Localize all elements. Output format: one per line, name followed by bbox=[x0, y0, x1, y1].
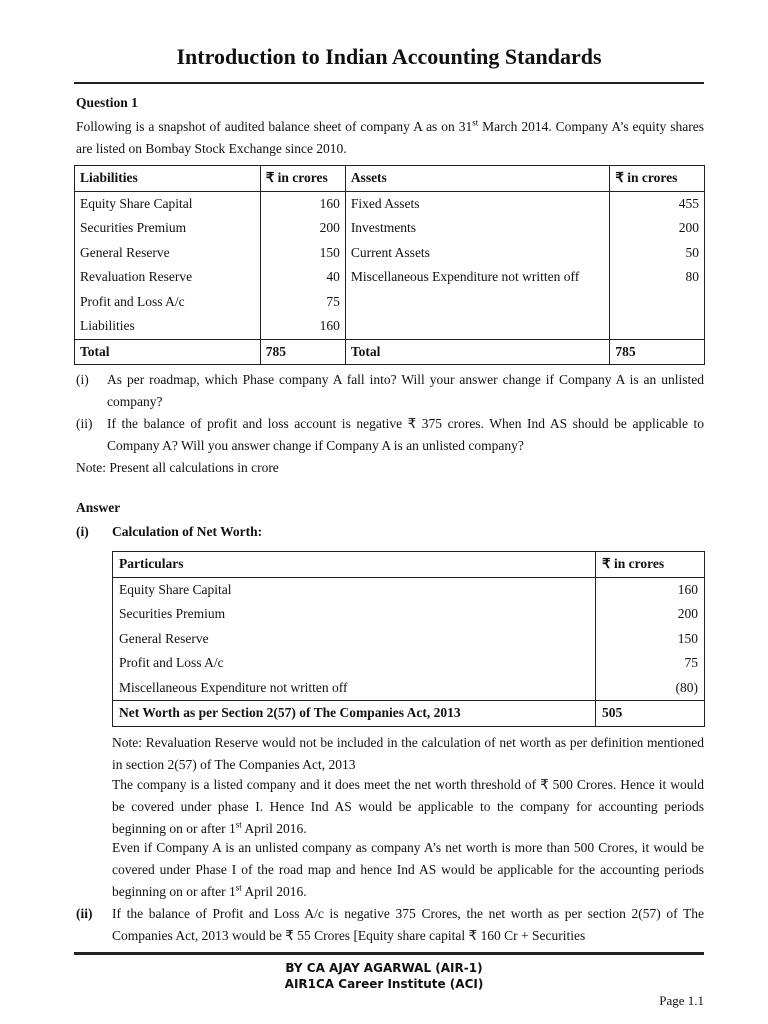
table-row bbox=[113, 602, 705, 627]
header-amount-liabilities: ₹ in crores bbox=[260, 166, 345, 192]
cell: 80 bbox=[685, 269, 699, 285]
cell: Miscellaneous Expenditure not written off bbox=[345, 265, 610, 290]
cell: 40 bbox=[260, 265, 345, 290]
header-particulars: Particulars bbox=[113, 552, 596, 578]
cell: 455 bbox=[678, 195, 699, 211]
net-worth-total-label: Net Worth as per Section 2(57) of The Companies Act, 2013 bbox=[113, 701, 596, 727]
cell: Equity Share Capital bbox=[113, 577, 596, 602]
cell: 160 bbox=[260, 314, 345, 339]
cell bbox=[610, 290, 705, 315]
net-worth-total-value: 505 bbox=[596, 701, 705, 727]
net-worth-table bbox=[112, 551, 705, 727]
total-value-liabilities: 785 bbox=[260, 339, 345, 365]
cell: Equity Share Capital bbox=[75, 191, 261, 216]
table-row bbox=[75, 290, 705, 315]
cell: Investments bbox=[345, 216, 610, 241]
cell bbox=[345, 314, 610, 339]
section-ii-text: If the balance of Profit and Loss A/c is negative 375 Crores, the net worth as per section 2(57) of The Companies Act, 2013 would be ₹ 55 Crores [Equity share capital ₹ 160 Cr + Securities bbox=[112, 906, 704, 943]
net-worth-header-row bbox=[113, 552, 705, 578]
table-row bbox=[75, 241, 705, 266]
title-divider bbox=[74, 82, 704, 84]
cell: Liabilities bbox=[75, 314, 261, 339]
table-row bbox=[113, 577, 705, 602]
header-liabilities: Liabilities bbox=[75, 166, 261, 192]
footer-divider bbox=[74, 952, 704, 955]
table-row bbox=[75, 191, 705, 216]
section-i-heading bbox=[76, 521, 262, 543]
document-title: Introduction to Indian Accounting Standards bbox=[176, 44, 602, 69]
cell: 200 bbox=[677, 606, 698, 622]
table-row bbox=[113, 651, 705, 676]
revaluation-note: Note: Revaluation Reserve would not be included in the calculation of net worth as per definition mentioned in section 2(57) of The Companies Act, 2013 bbox=[112, 735, 704, 772]
cell: Profit and Loss A/c bbox=[75, 290, 261, 315]
footer-institute: AIR1CA Career Institute (ACI) bbox=[284, 977, 484, 991]
table-row bbox=[113, 627, 705, 652]
sub-question-text: If the balance of profit and loss account is negative ₹ 375 crores. When Ind AS should be applicable to Company A? Will you answer change if Company A is an unlisted company? bbox=[107, 416, 704, 453]
balance-sheet-total-row bbox=[75, 339, 705, 365]
cell: Securities Premium bbox=[113, 602, 596, 627]
cell: 160 bbox=[677, 581, 698, 597]
cell: 200 bbox=[678, 220, 699, 236]
cell bbox=[610, 314, 705, 339]
sub-question-label: (ii) bbox=[76, 416, 93, 431]
cell bbox=[345, 290, 610, 315]
cell: General Reserve bbox=[113, 627, 596, 652]
answer-heading: Answer bbox=[76, 500, 121, 515]
section-ii bbox=[76, 903, 704, 947]
cell: Current Assets bbox=[345, 241, 610, 266]
table-row bbox=[75, 314, 705, 339]
listed-company-paragraph: The company is a listed company and it does meet the net worth threshold of ₹ 500 Crores. Hence it would be covered under phase I. Hence Ind AS would be applicable to the company for accounting periods beginning on or after 1st April 2016. bbox=[112, 777, 704, 836]
cell: Securities Premium bbox=[75, 216, 261, 241]
calculation-note: Note: Present all calculations in crore bbox=[76, 460, 279, 475]
cell: (80) bbox=[675, 679, 698, 695]
header-assets: Assets bbox=[345, 166, 610, 192]
total-label-assets: Total bbox=[345, 339, 610, 365]
cell: Miscellaneous Expenditure not written off bbox=[113, 676, 596, 701]
unlisted-company-paragraph: Even if Company A is an unlisted company as company A’s net worth is more than 500 Crores, it would be covered under Phase I of the road map and hence Ind AS would be applicable for the accounting periods beginning on or after 1st April 2016. bbox=[112, 840, 704, 899]
cell: Profit and Loss A/c bbox=[113, 651, 596, 676]
cell: 200 bbox=[260, 216, 345, 241]
footer-author: BY CA AJAY AGARWAL (AIR-1) bbox=[285, 961, 483, 975]
table-row bbox=[75, 216, 705, 241]
sub-question-text: As per roadmap, which Phase company A fall into? Will your answer change if Company A is an unlisted company? bbox=[107, 372, 704, 409]
sub-questions-list bbox=[76, 369, 704, 457]
cell: 160 bbox=[260, 191, 345, 216]
footer bbox=[0, 960, 768, 992]
cell: Revaluation Reserve bbox=[75, 265, 261, 290]
header-amount: ₹ in crores bbox=[596, 552, 705, 578]
header-amount-assets: ₹ in crores bbox=[610, 166, 705, 192]
balance-sheet-table bbox=[74, 165, 705, 365]
cell: 150 bbox=[260, 241, 345, 266]
sub-question-ii bbox=[76, 413, 704, 457]
total-label-liabilities: Total bbox=[75, 339, 261, 365]
sub-question-label: (i) bbox=[76, 372, 89, 387]
question-intro: Following is a snapshot of audited balance sheet of company A as on 31st March 2014. Company A’s equity shares are listed on Bombay Stock Exchange since 2010. bbox=[76, 117, 704, 156]
cell: Fixed Assets bbox=[345, 191, 610, 216]
table-row bbox=[75, 265, 705, 290]
section-ii-label: (ii) bbox=[76, 906, 93, 921]
table-row bbox=[113, 676, 705, 701]
cell: 75 bbox=[684, 655, 698, 671]
cell: 50 bbox=[685, 244, 699, 260]
page-number: Page 1.1 bbox=[659, 993, 704, 1008]
net-worth-total-row bbox=[113, 701, 705, 727]
total-value-assets: 785 bbox=[610, 339, 705, 365]
section-i-label: (i) bbox=[76, 524, 89, 539]
balance-sheet-header-row bbox=[75, 166, 705, 192]
cell: 150 bbox=[677, 630, 698, 646]
question-heading: Question 1 bbox=[76, 95, 138, 110]
sub-question-i bbox=[76, 369, 704, 413]
section-i-title: Calculation of Net Worth: bbox=[112, 524, 263, 539]
cell: General Reserve bbox=[75, 241, 261, 266]
cell: 75 bbox=[260, 290, 345, 315]
